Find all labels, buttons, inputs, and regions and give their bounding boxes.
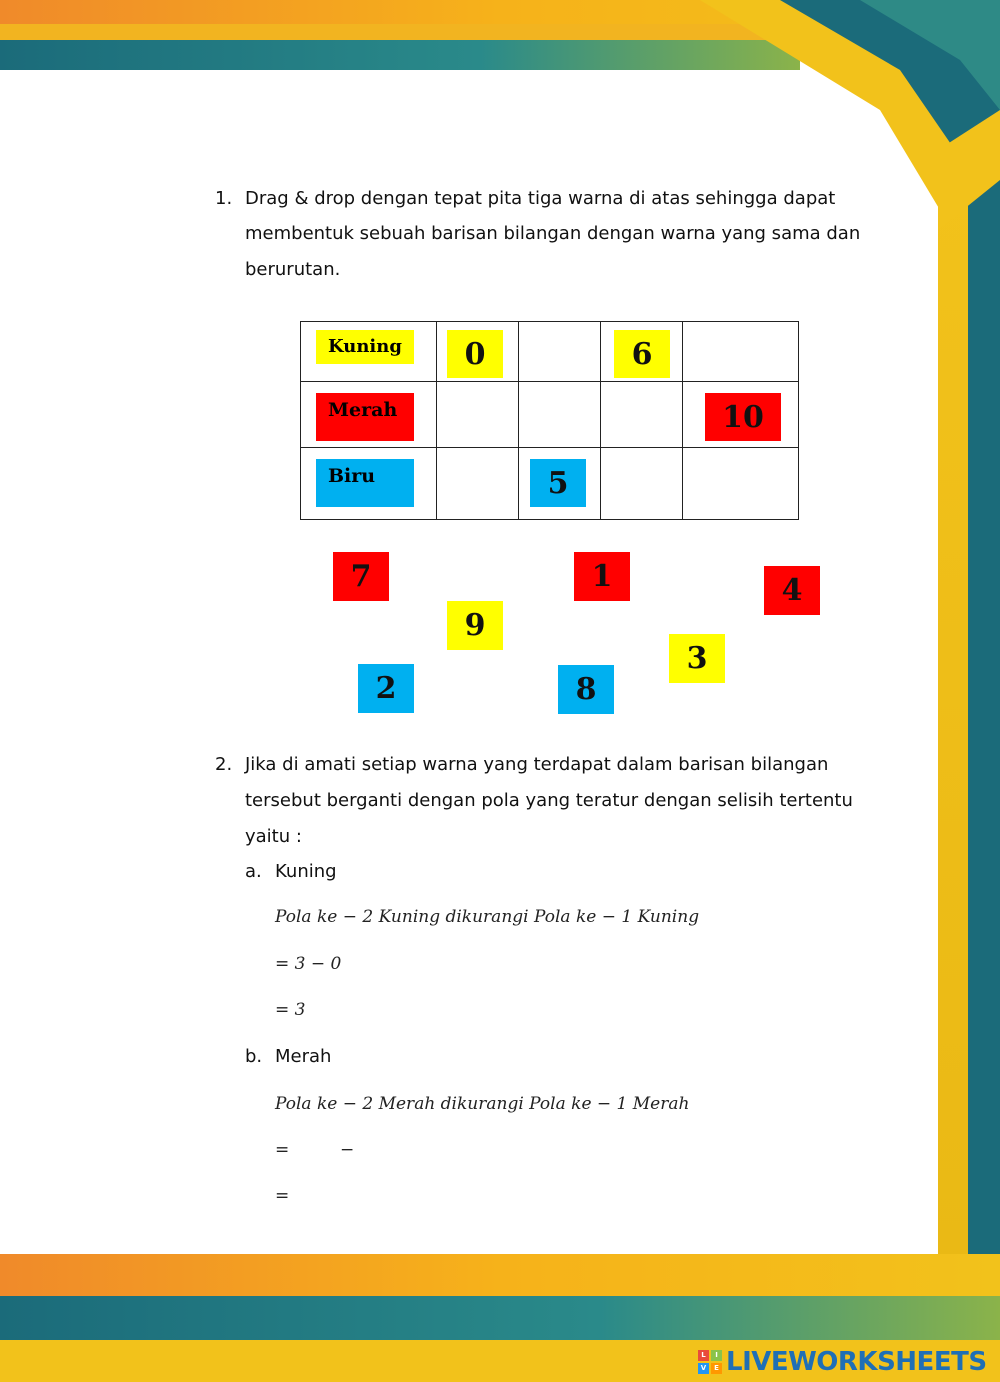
number-tile: 10 (705, 393, 781, 441)
logo-letter: E (711, 1363, 722, 1374)
question-text-line: yaitu : (245, 826, 302, 847)
question-text-line: tersebut berganti dengan pola yang teratur dengan selisih tertentu (245, 790, 853, 811)
drop-cell[interactable] (683, 322, 799, 382)
table-row-biru (301, 448, 799, 520)
item-a-title: Kuning (275, 861, 337, 882)
question-text-line: Drag & drop dengan tepat pita tiga warna di atas sehingga dapat (245, 188, 836, 209)
logo-letter: I (711, 1350, 722, 1361)
drop-cell[interactable] (601, 448, 683, 520)
logo-icon (698, 1350, 722, 1374)
drop-cell[interactable] (601, 322, 683, 382)
logo-letter: L (698, 1350, 709, 1361)
drop-cell[interactable] (519, 382, 601, 448)
question-number: 1. (215, 188, 233, 209)
question-number: 2. (215, 754, 233, 775)
number-tile: 5 (530, 459, 586, 507)
question-text-line: membentuk sebuah barisan bilangan dengan warna yang sama dan (245, 223, 861, 244)
item-a-step-2: = 3 (275, 1000, 306, 1020)
number-tile: 6 (614, 330, 670, 378)
liveworksheets-logo (698, 1347, 987, 1377)
row-label-cell (301, 448, 437, 520)
merah-label: Merah (316, 393, 414, 441)
draggable-tile-9[interactable]: 9 (447, 601, 503, 650)
draggable-tile-4[interactable]: 4 (764, 566, 820, 615)
biru-label: Biru (316, 459, 414, 507)
table-row-kuning (301, 322, 799, 382)
question-2 (215, 754, 915, 854)
drop-cell[interactable] (519, 322, 601, 382)
question-text-line: berurutan. (245, 259, 341, 280)
drop-cell[interactable] (519, 448, 601, 520)
item-b-title: Merah (275, 1046, 332, 1067)
item-b-step-2-equals: = (275, 1186, 290, 1206)
item-b-marker: b. (245, 1046, 263, 1067)
kuning-label: Kuning (316, 330, 414, 364)
logo-text: LIVEWORKSHEETS (726, 1347, 987, 1377)
row-label-cell (301, 322, 437, 382)
table-row-merah (301, 382, 799, 448)
sequence-table (300, 321, 799, 520)
item-b-step-1-minus: − (340, 1140, 355, 1160)
drop-cell[interactable] (601, 382, 683, 448)
item-a-step-1: = 3 − 0 (275, 954, 342, 974)
drop-cell[interactable] (437, 448, 519, 520)
question-1 (215, 188, 915, 288)
draggable-tile-1[interactable]: 1 (574, 552, 630, 601)
draggable-tile-3[interactable]: 3 (669, 634, 725, 683)
draggable-tile-7[interactable]: 7 (333, 552, 389, 601)
number-tile: 0 (447, 330, 503, 378)
question-text-line: Jika di amati setiap warna yang terdapat dalam barisan bilangan (245, 754, 829, 775)
draggable-tile-8[interactable]: 8 (558, 665, 614, 714)
drop-cell[interactable] (683, 382, 799, 448)
item-b-formula: Pola ke − 2 Merah dikurangi Pola ke − 1 Merah (275, 1094, 690, 1114)
item-a-formula: Pola ke − 2 Kuning dikurangi Pola ke − 1 Kuning (275, 907, 700, 927)
item-b-step-1-equals: = (275, 1140, 290, 1160)
item-a-marker: a. (245, 861, 262, 882)
drop-cell[interactable] (437, 322, 519, 382)
row-label-cell (301, 382, 437, 448)
draggable-tile-2[interactable]: 2 (358, 664, 414, 713)
logo-letter: V (698, 1363, 709, 1374)
drop-cell[interactable] (437, 382, 519, 448)
drop-cell[interactable] (683, 448, 799, 520)
